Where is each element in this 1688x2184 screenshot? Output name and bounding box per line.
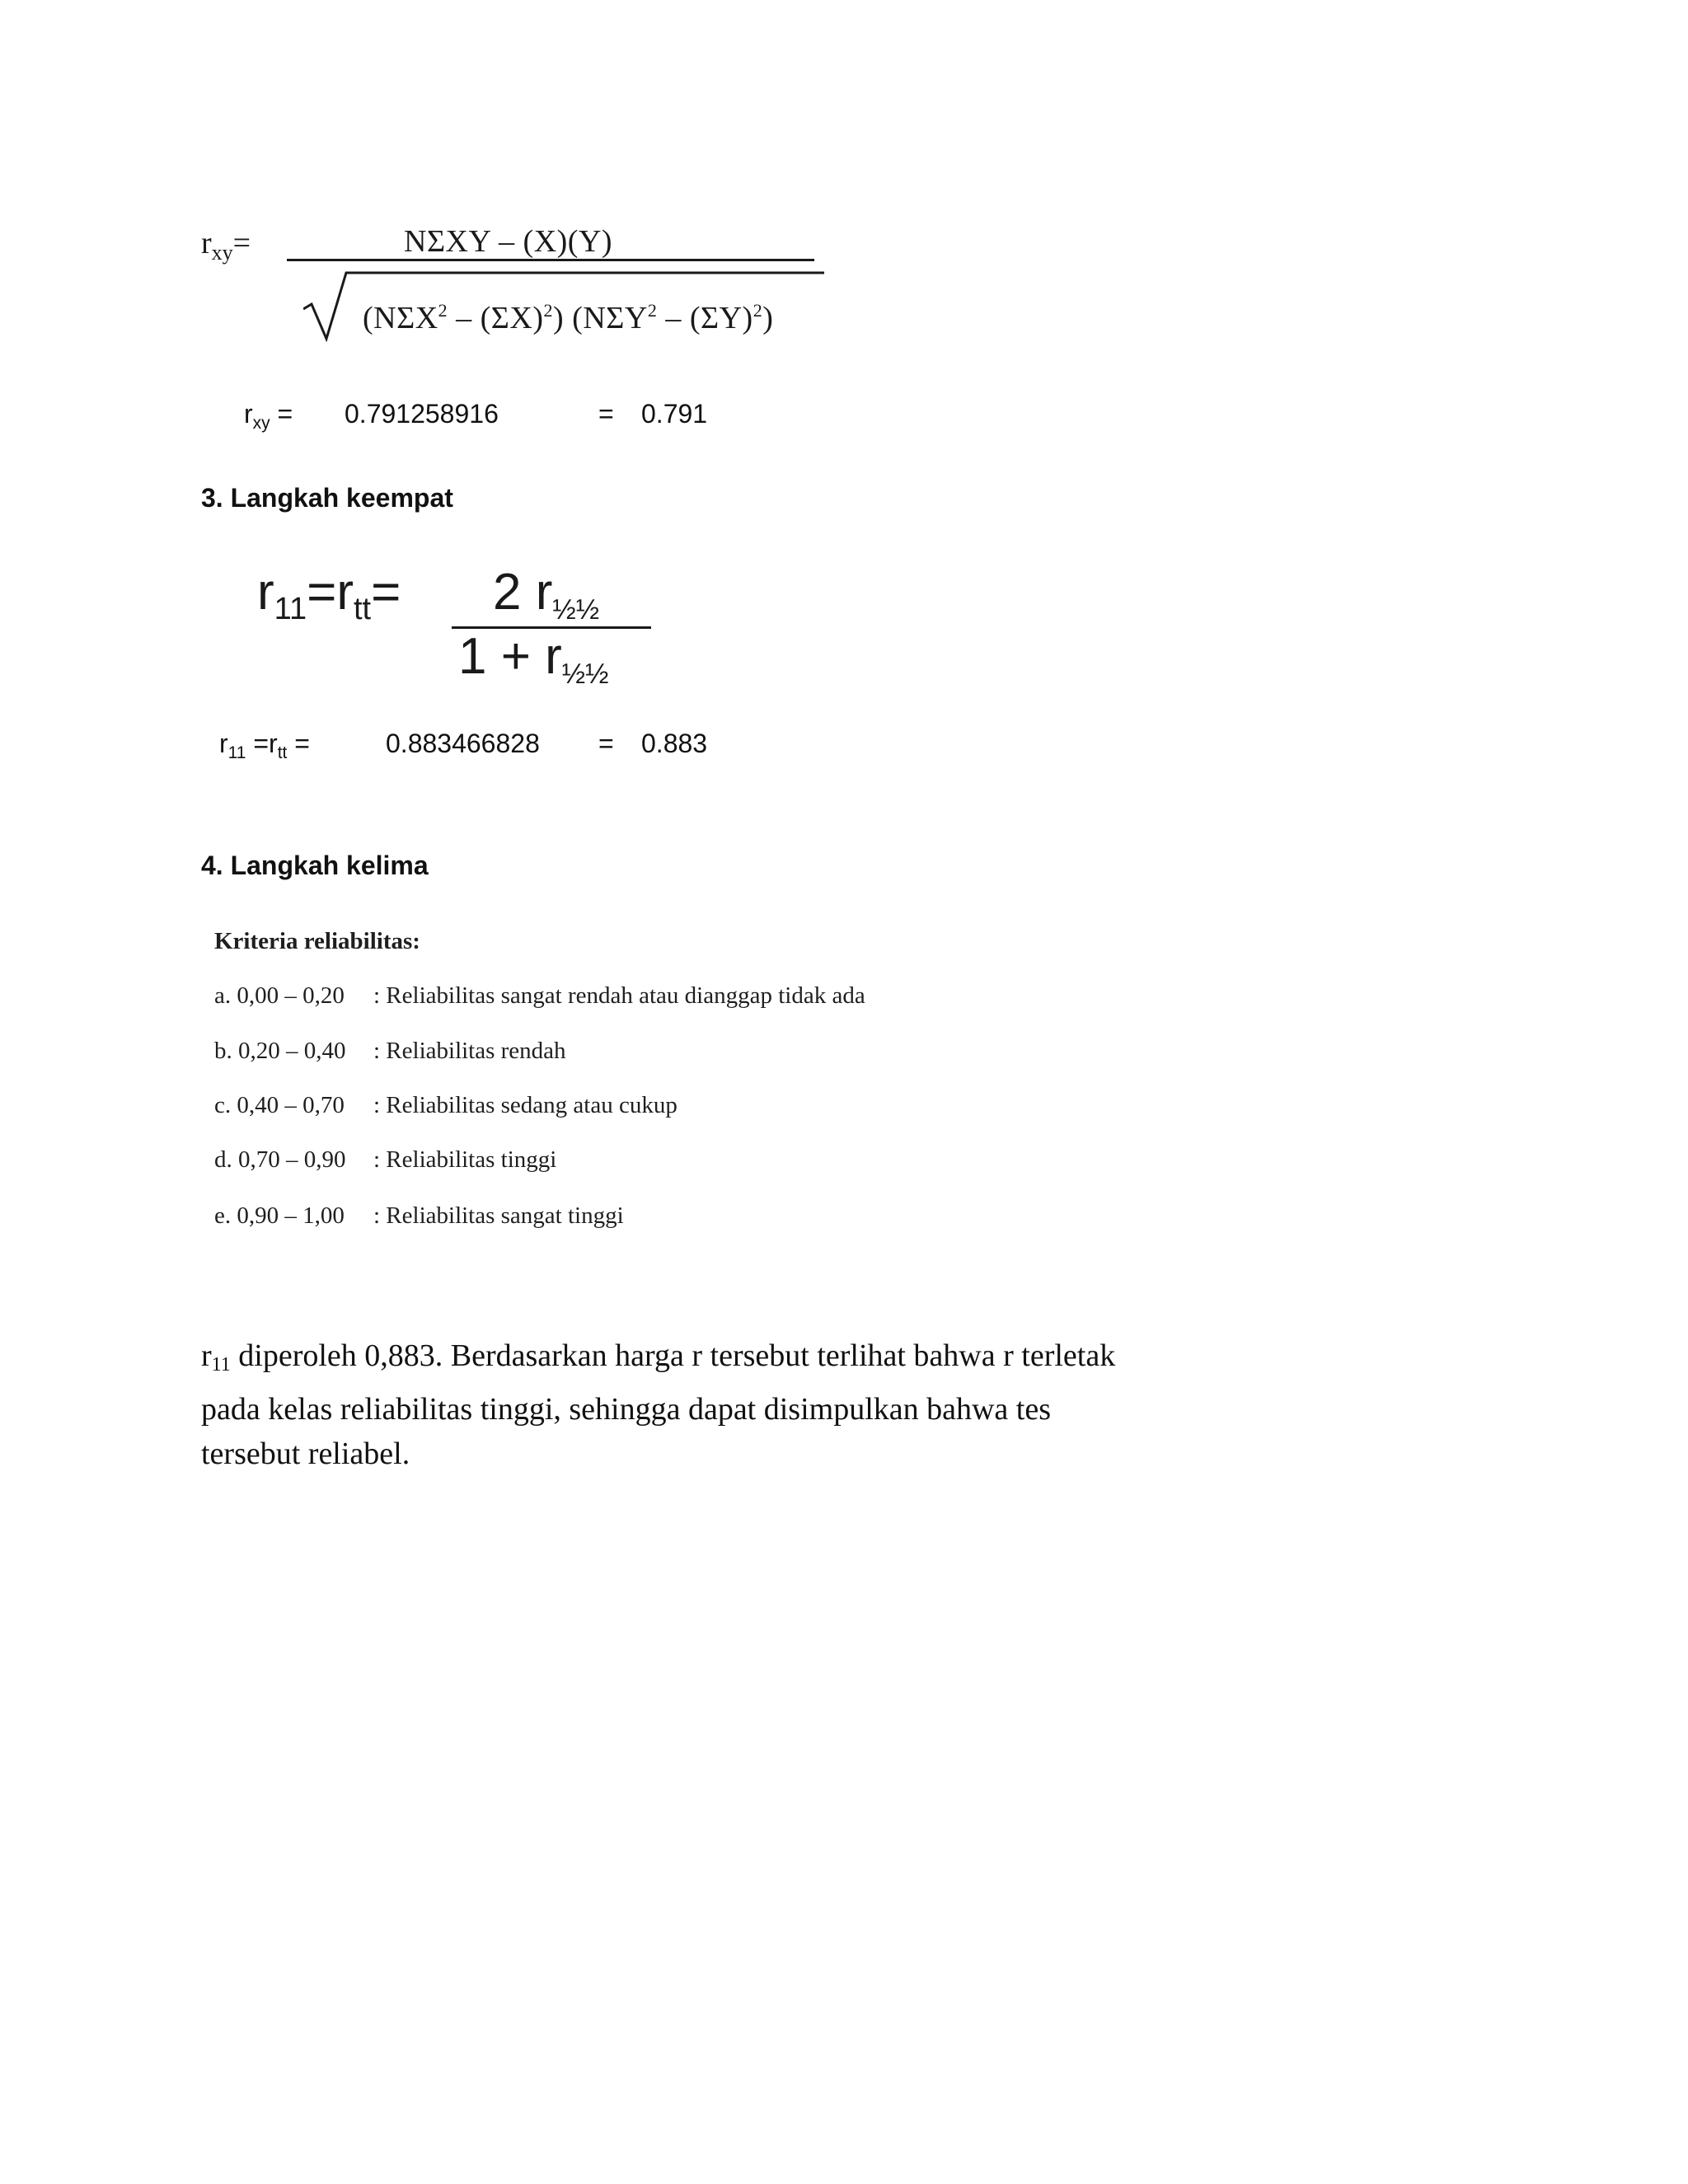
pearson-r-subscript: xy xyxy=(211,241,233,265)
spearman-denominator xyxy=(458,628,609,690)
pearson-den-sup: 2 xyxy=(753,300,763,321)
pearson-den-part: ) xyxy=(762,301,774,335)
pearson-numerator: NΣXY – (X)(Y) xyxy=(404,224,613,259)
rxy-result-label xyxy=(244,399,293,434)
r11-label-mid: =r xyxy=(246,729,278,758)
spearman-rtt: =r xyxy=(307,564,354,621)
criteria-desc: : Reliabilitas tinggi xyxy=(373,1146,557,1173)
criteria-row xyxy=(214,1202,624,1230)
pearson-den-sup: 2 xyxy=(647,300,658,321)
r11-label-sub: 11 xyxy=(227,743,246,762)
conclusion-line-2: pada kelas reliabilitas tinggi, sehingga dapat disimpulkan bahwa tes xyxy=(201,1392,1052,1427)
spearman-rtt-sub: tt xyxy=(353,592,372,626)
spearman-den-sub: ½½ xyxy=(561,658,609,690)
r11-label-sub2: tt xyxy=(277,743,288,762)
criteria-title: Kriteria reliabilitas: xyxy=(214,928,420,954)
pearson-den-part: – (ΣX) xyxy=(448,301,544,335)
pearson-den-sup: 2 xyxy=(543,300,554,321)
spearman-r11: r xyxy=(257,564,274,621)
criteria-range: b. 0,20 – 0,40 xyxy=(214,1038,346,1064)
pearson-den-part: ) (NΣY xyxy=(553,301,648,335)
criteria-desc: : Reliabilitas sangat tinggi xyxy=(373,1202,624,1229)
conclusion-paragraph xyxy=(201,1333,1240,1476)
rxy-label-sub: xy xyxy=(252,414,270,433)
r11-result-label xyxy=(219,729,310,763)
r11-result-equals: = xyxy=(598,729,614,758)
pearson-formula-lhs xyxy=(201,227,251,264)
criteria-range: a. 0,00 – 0,20 xyxy=(214,982,345,1009)
rxy-label-r: r xyxy=(244,399,253,429)
spearman-den-text: 1 + r xyxy=(458,628,562,685)
criteria-range: d. 0,70 – 0,90 xyxy=(214,1146,346,1173)
r11-label-eq: = xyxy=(287,729,310,758)
step4-heading: 4. Langkah kelima xyxy=(201,851,429,880)
spearman-num-sub: ½½ xyxy=(552,594,600,626)
criteria-desc: : Reliabilitas rendah xyxy=(373,1038,566,1064)
rxy-result-value: 0.791258916 xyxy=(345,399,499,429)
rxy-label-eq: = xyxy=(270,399,293,429)
spearman-num-text: 2 r xyxy=(493,564,553,621)
criteria-range: c. 0,40 – 0,70 xyxy=(214,1092,345,1118)
pearson-den-sup: 2 xyxy=(438,300,448,321)
spearman-numerator xyxy=(493,564,600,626)
spearman-formula-lhs xyxy=(257,564,401,626)
step3-heading: 3. Langkah keempat xyxy=(201,483,453,513)
criteria-row xyxy=(214,982,865,1010)
spearman-equals: = xyxy=(371,564,401,621)
rxy-result-equals: = xyxy=(598,399,614,429)
criteria-row xyxy=(214,1146,556,1174)
pearson-den-part: – (ΣY) xyxy=(657,301,753,335)
criteria-desc: : Reliabilitas sangat rendah atau dianggap tidak ada xyxy=(373,982,865,1009)
r11-result-value: 0.883466828 xyxy=(386,729,540,758)
criteria-desc: : Reliabilitas sedang atau cukup xyxy=(373,1092,678,1118)
pearson-equals: = xyxy=(232,226,251,260)
r11-label-r: r xyxy=(219,729,228,758)
pearson-r: r xyxy=(201,226,212,260)
criteria-row xyxy=(214,1092,678,1119)
conclusion-line-1 xyxy=(201,1333,1240,1387)
spearman-r11-sub: 11 xyxy=(274,592,307,626)
pearson-denominator xyxy=(363,302,773,334)
pearson-fraction-bar xyxy=(287,259,814,261)
criteria-range: e. 0,90 – 1,00 xyxy=(214,1202,345,1229)
conclusion-line-3: tersebut reliabel. xyxy=(201,1436,410,1471)
conclusion-text: diperoleh 0,883. Berdasarkan harga r tersebut terlihat bahwa r terletak xyxy=(230,1338,1116,1373)
conclusion-r: r xyxy=(201,1338,212,1373)
conclusion-r-sub: 11 xyxy=(211,1354,231,1376)
r11-result-rounded: 0.883 xyxy=(641,729,708,758)
rxy-result-rounded: 0.791 xyxy=(641,399,708,429)
criteria-row xyxy=(214,1038,566,1065)
pearson-den-part: (NΣX xyxy=(363,301,438,335)
